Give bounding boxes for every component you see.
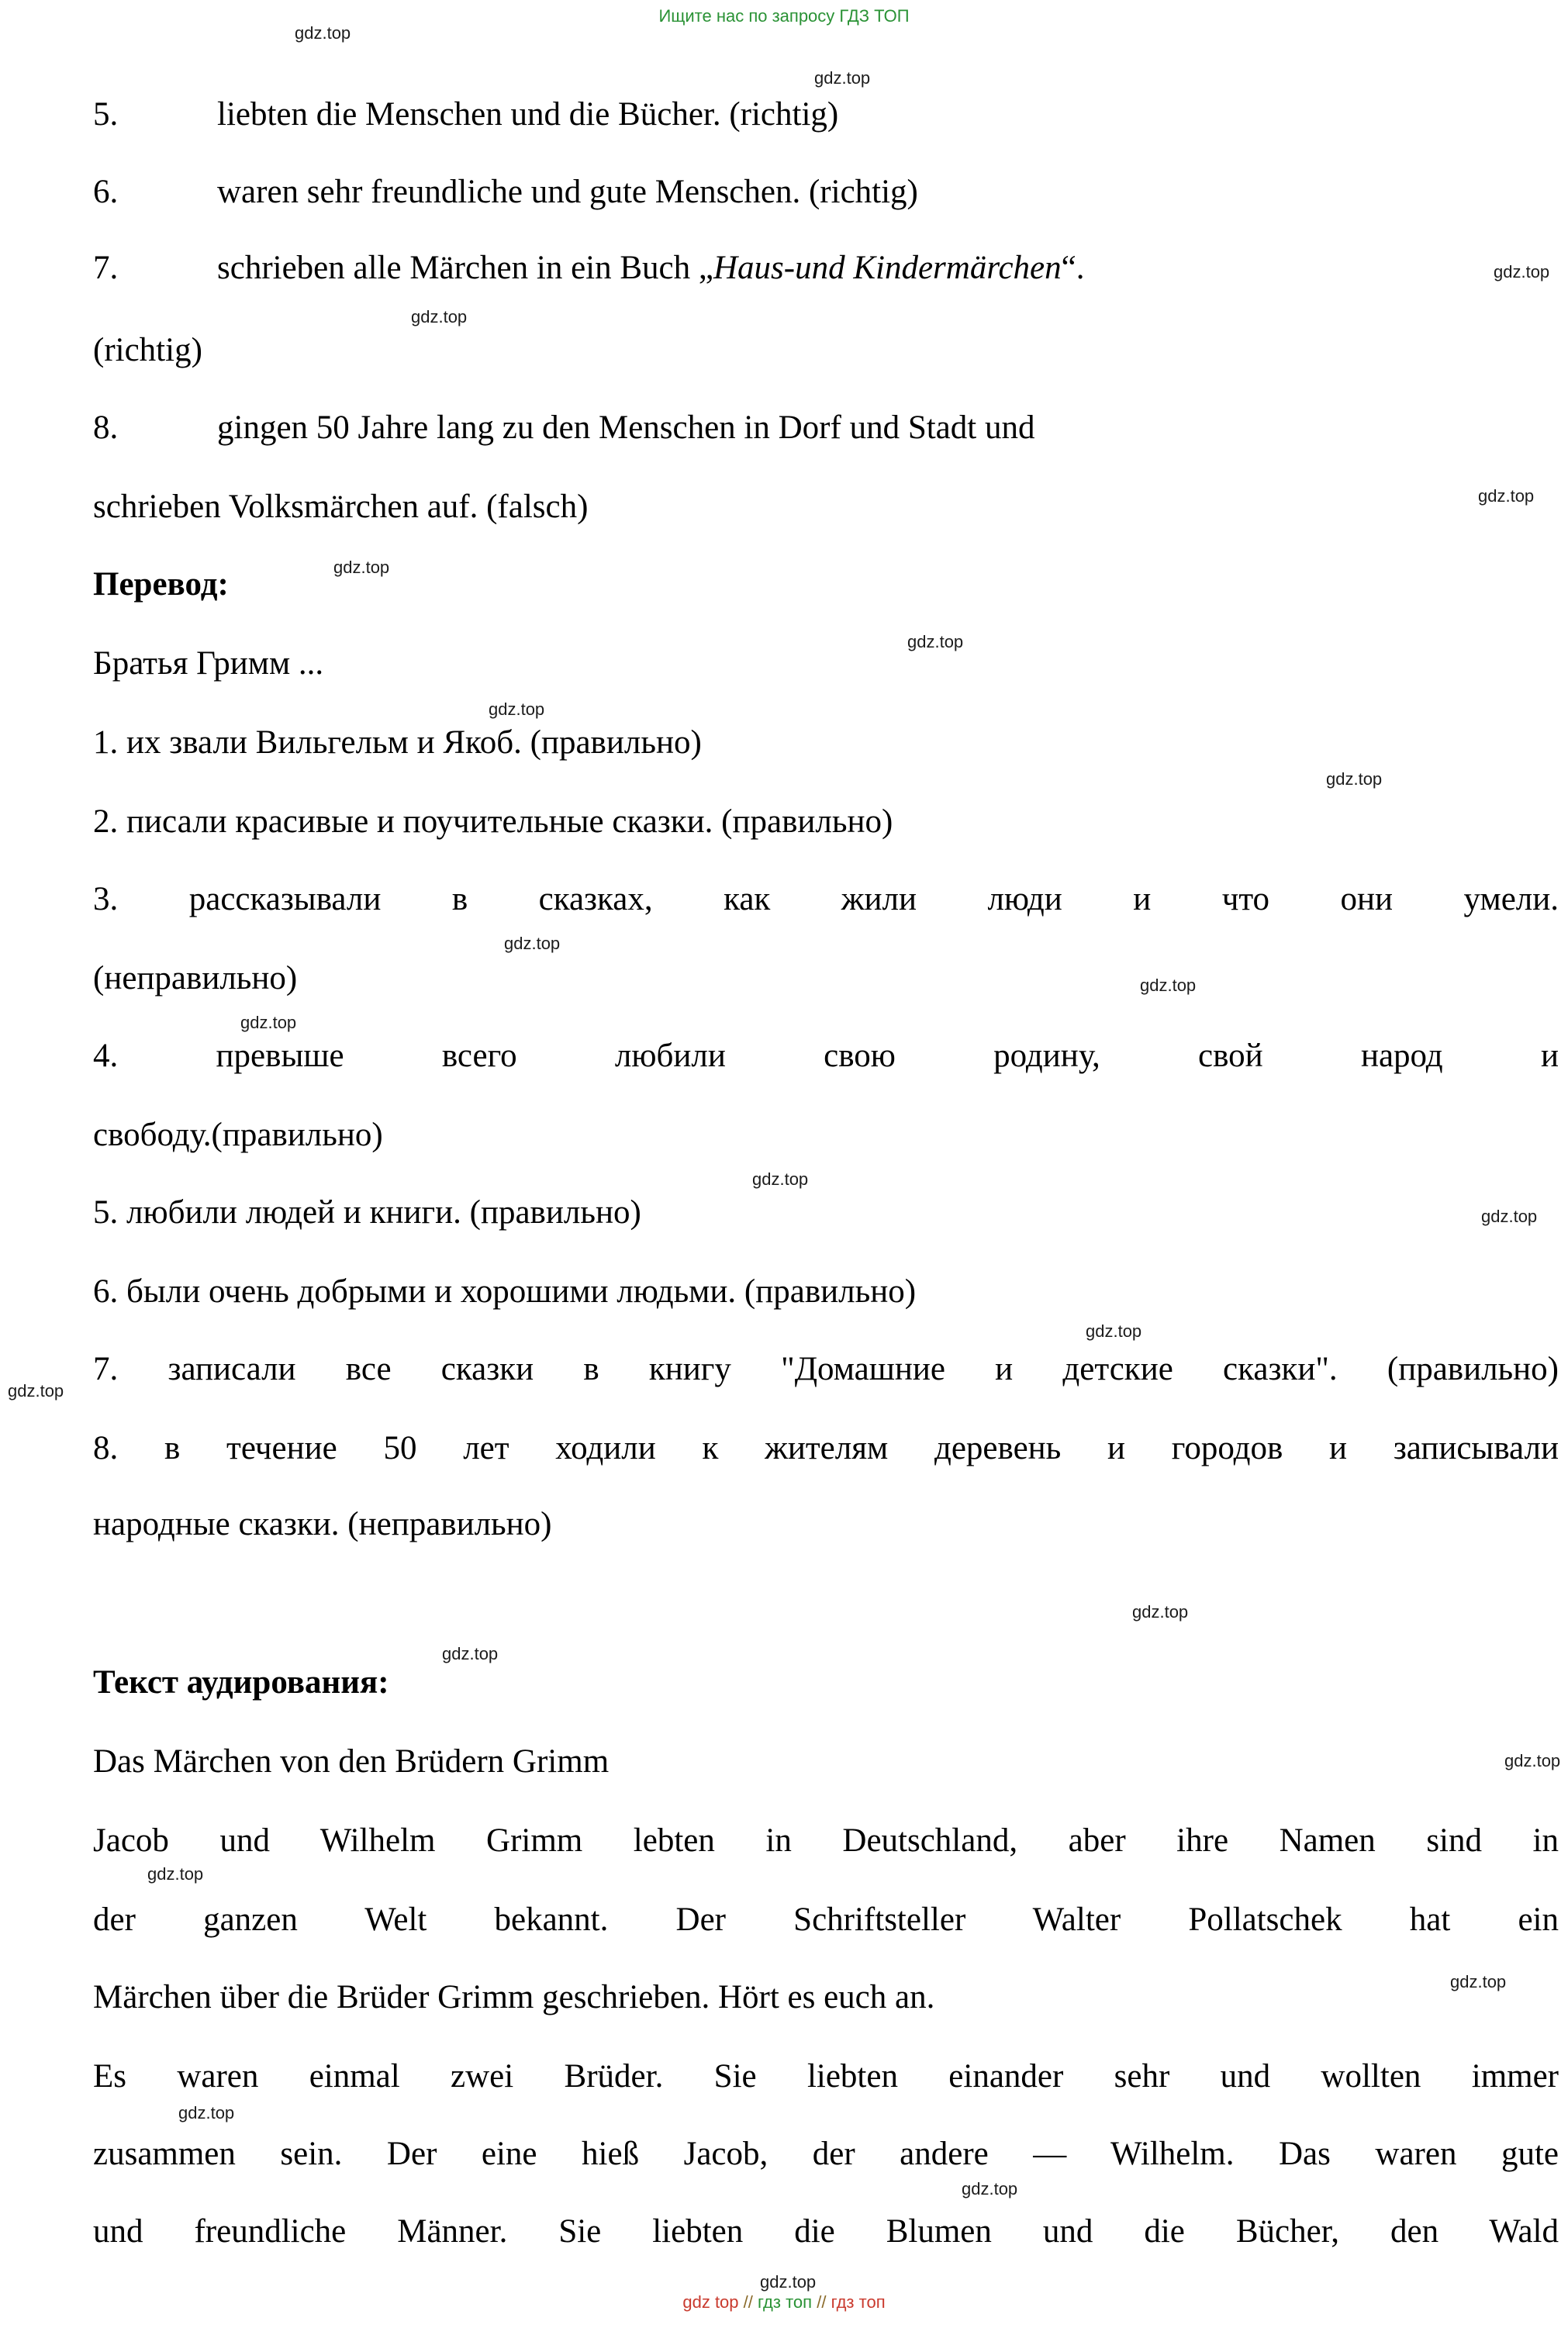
watermark-gdz-top: gdz.top: [1326, 769, 1383, 789]
watermark-gdz-top: gdz.top: [147, 1864, 204, 1884]
item-text: liebten die Menschen und die Bücher. (richtig): [217, 96, 839, 133]
ru-item-2: 2. писали красивые и поучительные сказки. (правильно): [93, 803, 893, 840]
translation-intro: Братья Гримм ...: [93, 645, 324, 682]
audio-title: Das Märchen von den Brüdern Grimm: [93, 1743, 610, 1780]
watermark-gdz-top: gdz.top: [1450, 1972, 1507, 1991]
ru-item-6: 6. были очень добрыми и хорошими людьми. (правильно): [93, 1273, 917, 1310]
watermark-gdz-top: gdz.top: [814, 68, 871, 88]
footer-part-1: gdz top: [682, 2292, 739, 2312]
audio-line-2: der ganzen Welt bekannt. Der Schriftsteller Walter Pollatschek hat ein: [93, 1901, 1559, 1938]
watermark-gdz-top: gdz.top: [752, 1169, 809, 1189]
watermark-gdz-top: gdz.top: [1494, 262, 1550, 282]
watermark-gdz-top: gdz.top: [1481, 1207, 1538, 1226]
ru-item-8: 8. в течение 50 лет ходили к жителям деревень и городов и записывали: [93, 1430, 1559, 1466]
footer-watermark: [0, 2292, 1568, 2312]
watermark-gdz-top: gdz.top: [1132, 1602, 1189, 1622]
watermark-gdz-top: gdz.top: [411, 307, 468, 326]
watermark-gdz-top: gdz.top: [8, 1381, 64, 1401]
watermark-gdz-top: gdz.top: [240, 1013, 297, 1032]
footer-part-2: гдз топ: [758, 2292, 813, 2312]
audio-line-6: und freundliche Männer. Sie liebten die Blumen und die Bücher, den Wald: [93, 2213, 1559, 2250]
item-number: 6.: [93, 174, 119, 210]
item-text: gingen 50 Jahre lang zu den Menschen in Dorf und Stadt und: [217, 409, 1035, 446]
german-item-8-continuation: schrieben Volksmärchen auf. (falsch): [93, 489, 589, 525]
german-item-6: [93, 172, 918, 212]
audio-line-5: zusammen sein. Der eine hieß Jacob, der andere — Wilhelm. Das waren gute: [93, 2136, 1559, 2172]
german-item-7-continuation: (richtig): [93, 332, 202, 368]
watermark-gdz-top: gdz.top: [1478, 486, 1535, 506]
ru-item-5: 5. любили людей и книги. (правильно): [93, 1194, 641, 1231]
watermark-gdz-top: gdz.top: [907, 632, 964, 651]
footer-separator: //: [817, 2292, 827, 2312]
item-number: 8.: [93, 409, 119, 446]
item-text: schrieben alle Märchen in ein Buch „: [217, 250, 713, 286]
audio-line-4: Es waren einmal zwei Brüder. Sie liebten einander sehr und wollten immer: [93, 2058, 1559, 2095]
watermark-gdz-top: gdz.top: [1140, 976, 1197, 995]
ru-item-8-continuation: народные сказки. (неправильно): [93, 1506, 552, 1542]
watermark-gdz-top: gdz.top: [442, 1644, 499, 1663]
german-item-7: [93, 248, 1084, 288]
german-item-5: [93, 95, 838, 135]
footer-separator: //: [743, 2292, 753, 2312]
audio-line-1: Jacob und Wilhelm Grimm lebten in Deutschland, aber ihre Namen sind in: [93, 1822, 1559, 1859]
ru-item-4-continuation: свободу.(правильно): [93, 1117, 383, 1153]
watermark-gdz-top: gdz.top: [760, 2272, 817, 2292]
audio-line-3: Märchen über die Brüder Grimm geschrieben. Hört es euch an.: [93, 1979, 935, 2015]
watermark-gdz-top: gdz.top: [504, 934, 561, 953]
item-text: “.: [1061, 250, 1085, 286]
item-number: 7.: [93, 250, 119, 286]
ru-item-4: 4. превыше всего любили свою родину, свой народ и: [93, 1038, 1559, 1074]
watermark-gdz-top: gdz.top: [962, 2179, 1018, 2198]
watermark-gdz-top: gdz.top: [1086, 1321, 1142, 1341]
site-notice: Ищите нас по запросу ГДЗ ТОП: [658, 6, 910, 26]
footer-part-3: гдз топ: [831, 2292, 886, 2312]
watermark-gdz-top: gdz.top: [489, 699, 545, 719]
watermark-gdz-top: gdz.top: [178, 2103, 235, 2122]
watermark-gdz-top: gdz.top: [295, 23, 351, 43]
ru-item-3-continuation: (неправильно): [93, 960, 298, 996]
watermark-gdz-top: gdz.top: [1504, 1751, 1561, 1770]
translation-heading: Перевод:: [93, 566, 229, 603]
ru-item-1: 1. их звали Вильгельм и Якоб. (правильно): [93, 724, 702, 761]
ru-item-7: 7. записали все сказки в книгу "Домашние и детские сказки". (правильно): [93, 1351, 1559, 1387]
item-text-italic: Haus-und Kindermärchen: [713, 250, 1062, 286]
german-item-8: [93, 408, 1034, 448]
item-number: 5.: [93, 96, 119, 133]
watermark-gdz-top: gdz.top: [333, 558, 390, 577]
item-text: waren sehr freundliche und gute Menschen. (richtig): [217, 174, 918, 210]
ru-item-3: 3. рассказывали в сказках, как жили люди и что они умели.: [93, 881, 1559, 917]
audio-heading: Текст аудирования:: [93, 1664, 389, 1701]
